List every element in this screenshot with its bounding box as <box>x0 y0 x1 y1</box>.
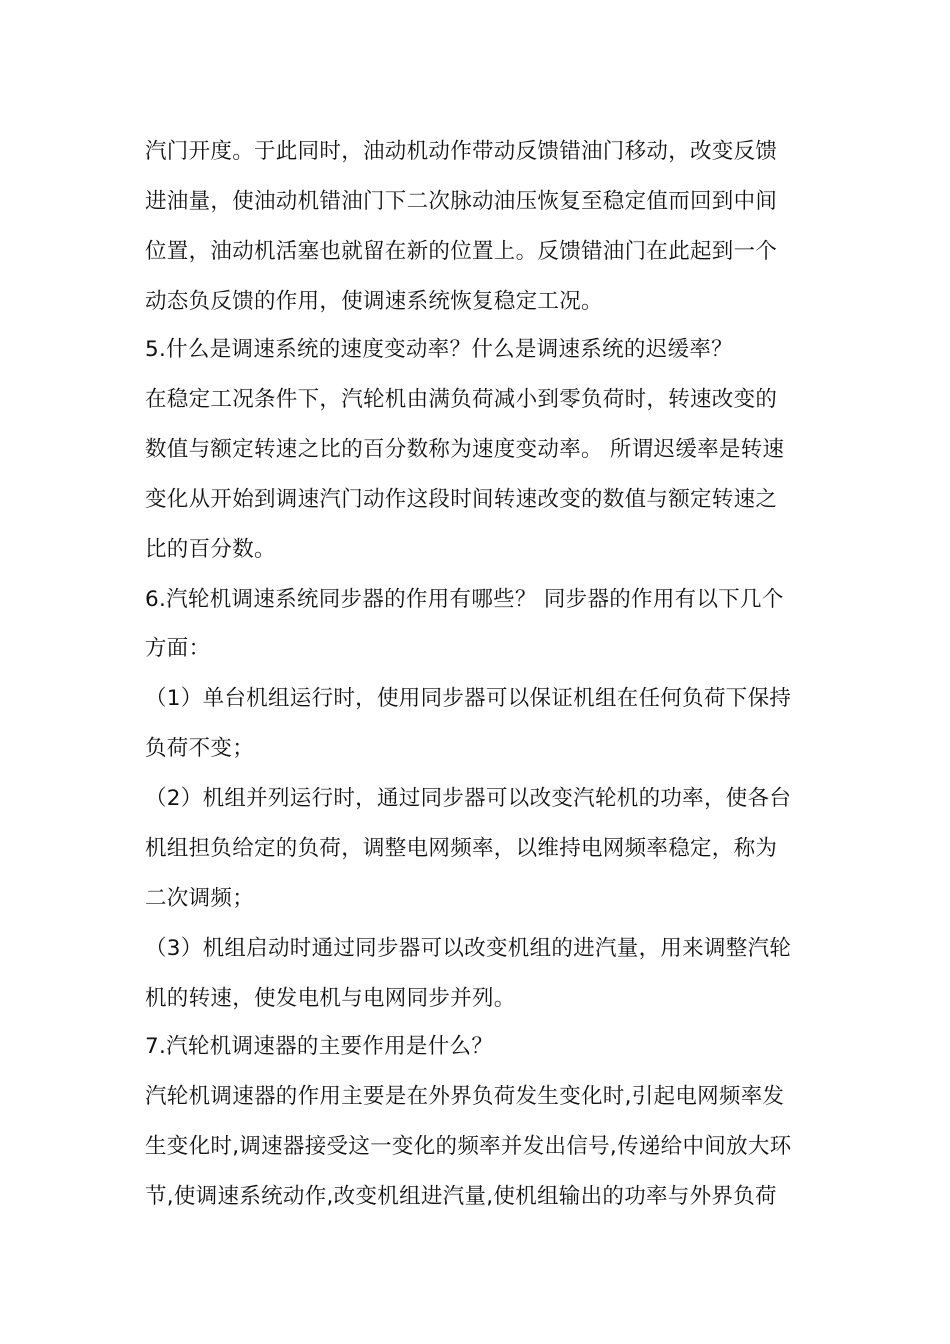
text-line: 二次调频； <box>145 886 255 911</box>
text-line: 位置，油动机活塞也就留在新的位置上。反馈错油门在此起到一个 <box>145 239 778 264</box>
text-line: 进油量，使油动机错油门下二次脉动油压恢复至稳定值而回到中间 <box>145 189 778 214</box>
text-line: 机组担负给定的负荷，调整电网频率，以维持电网频率稳定，称为 <box>145 836 778 861</box>
text-line: 生变化时,调速器接受这一变化的频率并发出信号,传递给中间放大环 <box>145 1134 792 1159</box>
text-line: 在稳定工况条件下，汽轮机由满负荷减小到零负荷时，转速改变的 <box>145 387 778 412</box>
question-heading: 6.汽轮机调速系统同步器的作用有哪些？ 同步器的作用有以下几个 <box>145 587 784 612</box>
text-line: 负荷不变； <box>145 736 255 761</box>
text-line: 数值与额定转速之比的百分数称为速度变动率。 所谓迟缓率是转速 <box>145 437 785 462</box>
text-line: 变化从开始到调速汽门动作这段时间转速改变的数值与额定转速之 <box>145 487 778 512</box>
text-line: 汽轮机调速器的作用主要是在外界负荷发生变化时,引起电网频率发 <box>145 1084 785 1109</box>
text-line: 方面： <box>145 636 211 661</box>
list-item: （2）机组并列运行时，通过同步器可以改变汽轮机的功率，使各台 <box>145 786 792 811</box>
text-line: 节,使调速系统动作,改变机组进汽量,使机组输出的功率与外界负荷 <box>145 1184 777 1209</box>
text-line: 动态负反馈的作用，使调速系统恢复稳定工况。 <box>145 289 603 314</box>
text-line: 汽门开度。于此同时，油动机动作带动反馈错油门移动，改变反馈 <box>145 139 778 164</box>
list-item: （1）单台机组运行时，使用同步器可以保证机组在任何负荷下保持 <box>145 686 792 711</box>
question-heading: 5.什么是调速系统的速度变动率？什么是调速系统的迟缓率？ <box>145 337 733 362</box>
text-line: 比的百分数。 <box>145 537 276 562</box>
text-line: 机的转速，使发电机与电网同步并列。 <box>145 986 516 1011</box>
question-heading: 7.汽轮机调速器的主要作用是什么？ <box>145 1034 494 1059</box>
list-item: （3）机组启动时通过同步器可以改变机组的进汽量，用来调整汽轮 <box>145 936 792 961</box>
